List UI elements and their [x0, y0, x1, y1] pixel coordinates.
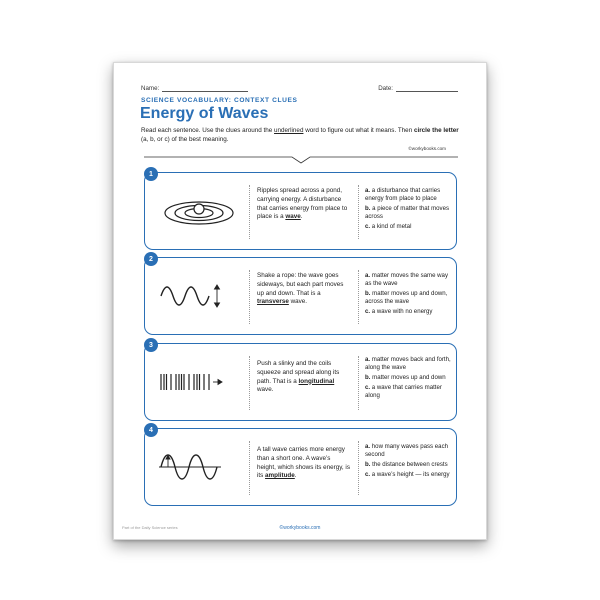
sentence-end: wave. [288, 298, 308, 306]
column-divider [358, 185, 359, 239]
choice-letter: b. [365, 205, 371, 212]
name-blank-line [162, 86, 248, 92]
choice-letter: c. [365, 223, 371, 230]
sentence-text: A tall wave carries more energy than a short one. A wave’s height, which shows its energy, is its [257, 446, 350, 480]
choice-text: a wave’s height — its energy [371, 470, 450, 478]
column-divider [249, 270, 250, 324]
sentence-text: Shake a rope: the wave goes sideways, but each part moves up and down. That is a [257, 272, 344, 297]
series-kicker: SCIENCE VOCABULARY: CONTEXT CLUES [141, 97, 298, 104]
date-blank-line [396, 86, 458, 92]
choice-text: a wave with no energy [371, 308, 433, 315]
date-field [378, 85, 458, 92]
choice-letter: a. [365, 356, 371, 363]
vocabulary-word: wave [285, 213, 301, 221]
sentence-end: wave. [257, 386, 274, 394]
sentence-text: Push a slinky and the coils squeeze and spread along its path. That is a [257, 360, 340, 385]
choice-text: matter moves back and forth, along the wave [365, 356, 451, 372]
instructions-bold: circle the letter [413, 127, 459, 134]
name-field [141, 85, 248, 92]
choice-text: a kind of metal [371, 223, 412, 230]
section-divider [144, 156, 458, 164]
choice-letter: c. [365, 383, 371, 391]
longitudinal-wave-icon [155, 360, 237, 404]
answer-choices [365, 443, 453, 481]
answer-choice-b[interactable] [365, 290, 453, 306]
amplitude-wave-icon [155, 445, 237, 489]
instructions-part-1: Read each sentence. Use the clues around the [141, 127, 275, 134]
column-divider [249, 356, 250, 410]
answer-choices [365, 356, 453, 402]
answer-choice-a[interactable] [365, 272, 453, 288]
transverse-wave-icon [155, 274, 237, 318]
answer-choice-a[interactable] [365, 443, 453, 459]
choice-letter: b. [365, 290, 371, 297]
date-label: Date: [378, 85, 393, 92]
column-divider [358, 270, 359, 324]
column-divider [249, 441, 250, 495]
answer-choice-b[interactable] [365, 461, 453, 469]
choice-text: the distance between crests [372, 461, 448, 468]
vocabulary-word: longitudinal [298, 377, 335, 385]
choice-text: a wave that carries matter along [365, 383, 442, 399]
context-sentence [257, 360, 351, 395]
question-card-3 [144, 343, 457, 421]
answer-choices [365, 272, 453, 318]
instructions [141, 126, 461, 144]
sentence-end: . [300, 213, 303, 221]
vocabulary-word: amplitude [265, 472, 295, 480]
column-divider [358, 441, 359, 495]
question-card-4 [144, 428, 457, 506]
footer-series-note: Part of the Daily Science series [122, 525, 178, 530]
instructions-part-3: (a, b, or c) of the best meaning. [141, 136, 229, 143]
question-card-1 [144, 172, 457, 250]
sentence-end: . [294, 472, 297, 480]
choice-text: matter moves up and down, across the wave [365, 290, 448, 306]
column-divider [249, 185, 250, 239]
context-sentence [257, 446, 351, 481]
choice-text: matter moves up and down [372, 374, 446, 381]
choice-letter: a. [365, 443, 371, 450]
question-card-2 [144, 257, 457, 335]
ripple-icon [155, 189, 237, 233]
worksheet-page [113, 62, 487, 540]
sentence-text: Ripples spread across a pond, carrying energy. A disturbance that carries energy from place to place is a [257, 187, 348, 221]
question-number-badge: 3 [144, 338, 158, 352]
answer-choice-b[interactable] [365, 205, 453, 221]
choice-letter: a. [365, 187, 371, 194]
question-number-badge: 4 [144, 423, 158, 437]
question-number-badge: 2 [144, 252, 158, 266]
question-number-badge: 1 [144, 167, 158, 181]
column-divider [358, 356, 359, 410]
choice-letter: b. [365, 461, 371, 468]
choice-letter: b. [365, 374, 371, 381]
choice-letter: a. [365, 272, 371, 279]
answer-choice-c[interactable] [365, 471, 453, 479]
vocabulary-word: transverse [257, 298, 289, 306]
choice-letter: c. [365, 470, 371, 478]
answer-choice-c[interactable] [365, 223, 453, 231]
answer-choice-a[interactable] [365, 356, 453, 372]
header-credit: ©workybooks.com [408, 146, 446, 151]
answer-choices [365, 187, 453, 233]
answer-choice-a[interactable] [365, 187, 453, 203]
choice-text: a piece of matter that moves across [365, 205, 450, 221]
context-sentence [257, 272, 351, 307]
instructions-underlined: underlined [274, 127, 304, 134]
choice-text: matter moves the same way as the wave [365, 272, 448, 288]
instructions-part-2: word to figure out what it means. Then [303, 127, 414, 134]
footer-site-link[interactable]: ©workybooks.com [279, 525, 321, 531]
name-label: Name: [141, 85, 160, 92]
answer-choice-b[interactable] [365, 374, 453, 382]
page-title: Energy of Waves [140, 105, 269, 122]
choice-letter: c. [365, 308, 371, 315]
answer-choice-c[interactable] [365, 384, 453, 400]
context-sentence [257, 187, 351, 222]
choice-text: how many waves pass each second [365, 443, 449, 459]
answer-choice-c[interactable] [365, 308, 453, 316]
choice-text: a disturbance that carries energy from place to place [365, 187, 441, 203]
